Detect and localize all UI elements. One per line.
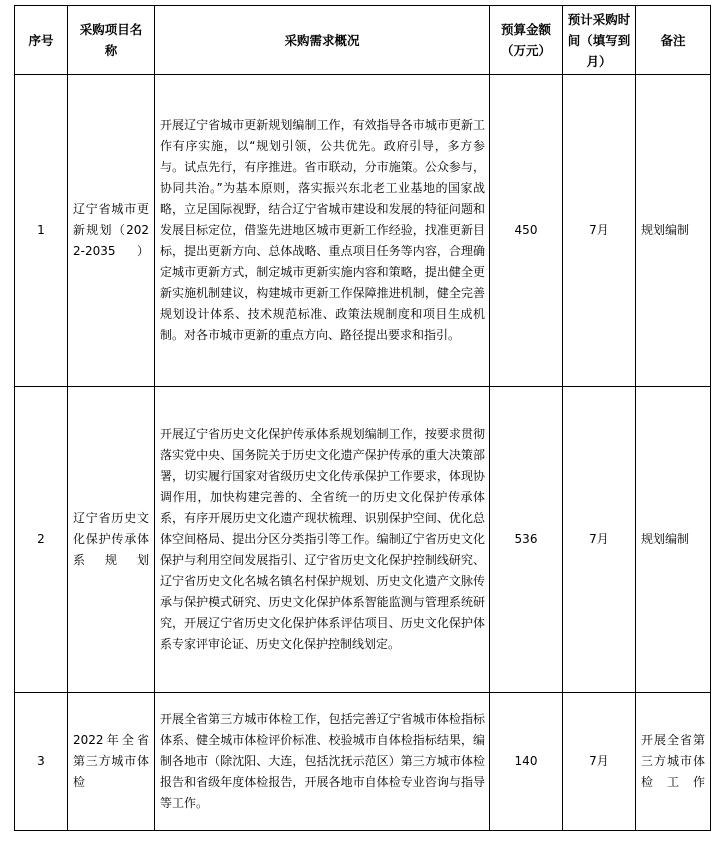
row-desc: 开展全省第三方城市体检工作，包括完善辽宁省城市体检指标体系、健全城市体检评价标准、校验城市自体检指标结果，编制各地市（除沈阳、大连，包括沈抚示范区）第三方城市体检报告和省级年度体检报告，开展各地市自体检专业咨询与指导等工作。 — [155, 693, 490, 831]
row-note: 规划编制 — [636, 387, 711, 693]
row-no: 2 — [15, 387, 68, 693]
row-name: 辽宁省城市更新规划（2022-2035） — [68, 75, 155, 387]
row-name: 辽宁省历史文化保护传承体系规划 — [68, 387, 155, 693]
row-desc: 开展辽宁省历史文化保护传承体系规划编制工作，按要求贯彻落实党中央、国务院关于历史文化遗产保护传承的重大决策部署，切实履行国家对省级历史文化传承保护工作要求，体现协调作用，加快构建完善的、全省统一的历史文化保护传承体系，有序开展历史文化遗产现状梳理、识别保护空间、优化总体空间格局、提出分区分类指引等工作。编制辽宁省历史文化保护与利用空间发展指引、辽宁省历史文化保护控制线研究、辽宁省历史文化名城名镇名村保护规划、历史文化遗产文脉传承与保护模式研究、历史文化保护体系智能监测与管理系统研究，开展辽宁省历史文化保护体系评估项目、历史文化保护体系专家评审论证、历史文化保护控制线划定。 — [155, 387, 490, 693]
table-row — [15, 693, 711, 831]
row-time: 7月 — [563, 693, 636, 831]
header-budget: 预算金额（万元） — [490, 6, 563, 75]
row-time: 7月 — [563, 75, 636, 387]
header-name: 采购项目名称 — [68, 6, 155, 75]
row-no: 1 — [15, 75, 68, 387]
table-row — [15, 387, 711, 693]
header-note: 备注 — [636, 6, 711, 75]
procurement-document — [14, 5, 711, 831]
table-row — [15, 75, 711, 387]
row-note: 开展全省第三方城市体检工作 — [636, 693, 711, 831]
header-time: 预计采购时间（填写到月） — [563, 6, 636, 75]
row-budget: 536 — [490, 387, 563, 693]
header-no: 序号 — [15, 6, 68, 75]
row-budget: 450 — [490, 75, 563, 387]
header-desc: 采购需求概况 — [155, 6, 490, 75]
procurement-table — [14, 5, 711, 831]
row-no: 3 — [15, 693, 68, 831]
row-desc: 开展辽宁省城市更新规划编制工作，有效指导各市城市更新工作有序实施，以“规划引领，公共优先。政府引导，多方参与。试点先行，有序推进。省市联动，分市施策。公众参与，协同共治。”为基本原则，落实振兴东北老工业基地的国家战略，立足国际视野，结合辽宁省城市建设和发展的特征问题和发展目标定位，借鉴先进地区城市更新工作经验，找准更新目标，提出更新方向、总体战略、重点项目任务等内容，合理确定城市更新方式，制定城市更新实施内容和策略，提出健全更新实施机制建议，构建城市更新工作保障推进机制，健全完善规划设计体系、技术规范标准、政策法规制度和项目生成机制。对各市城市更新的重点方向、路径提出要求和指引。 — [155, 75, 490, 387]
header-row — [15, 6, 711, 75]
row-note: 规划编制 — [636, 75, 711, 387]
row-time: 7月 — [563, 387, 636, 693]
row-name: 2022年全省第三方城市体检 — [68, 693, 155, 831]
row-budget: 140 — [490, 693, 563, 831]
